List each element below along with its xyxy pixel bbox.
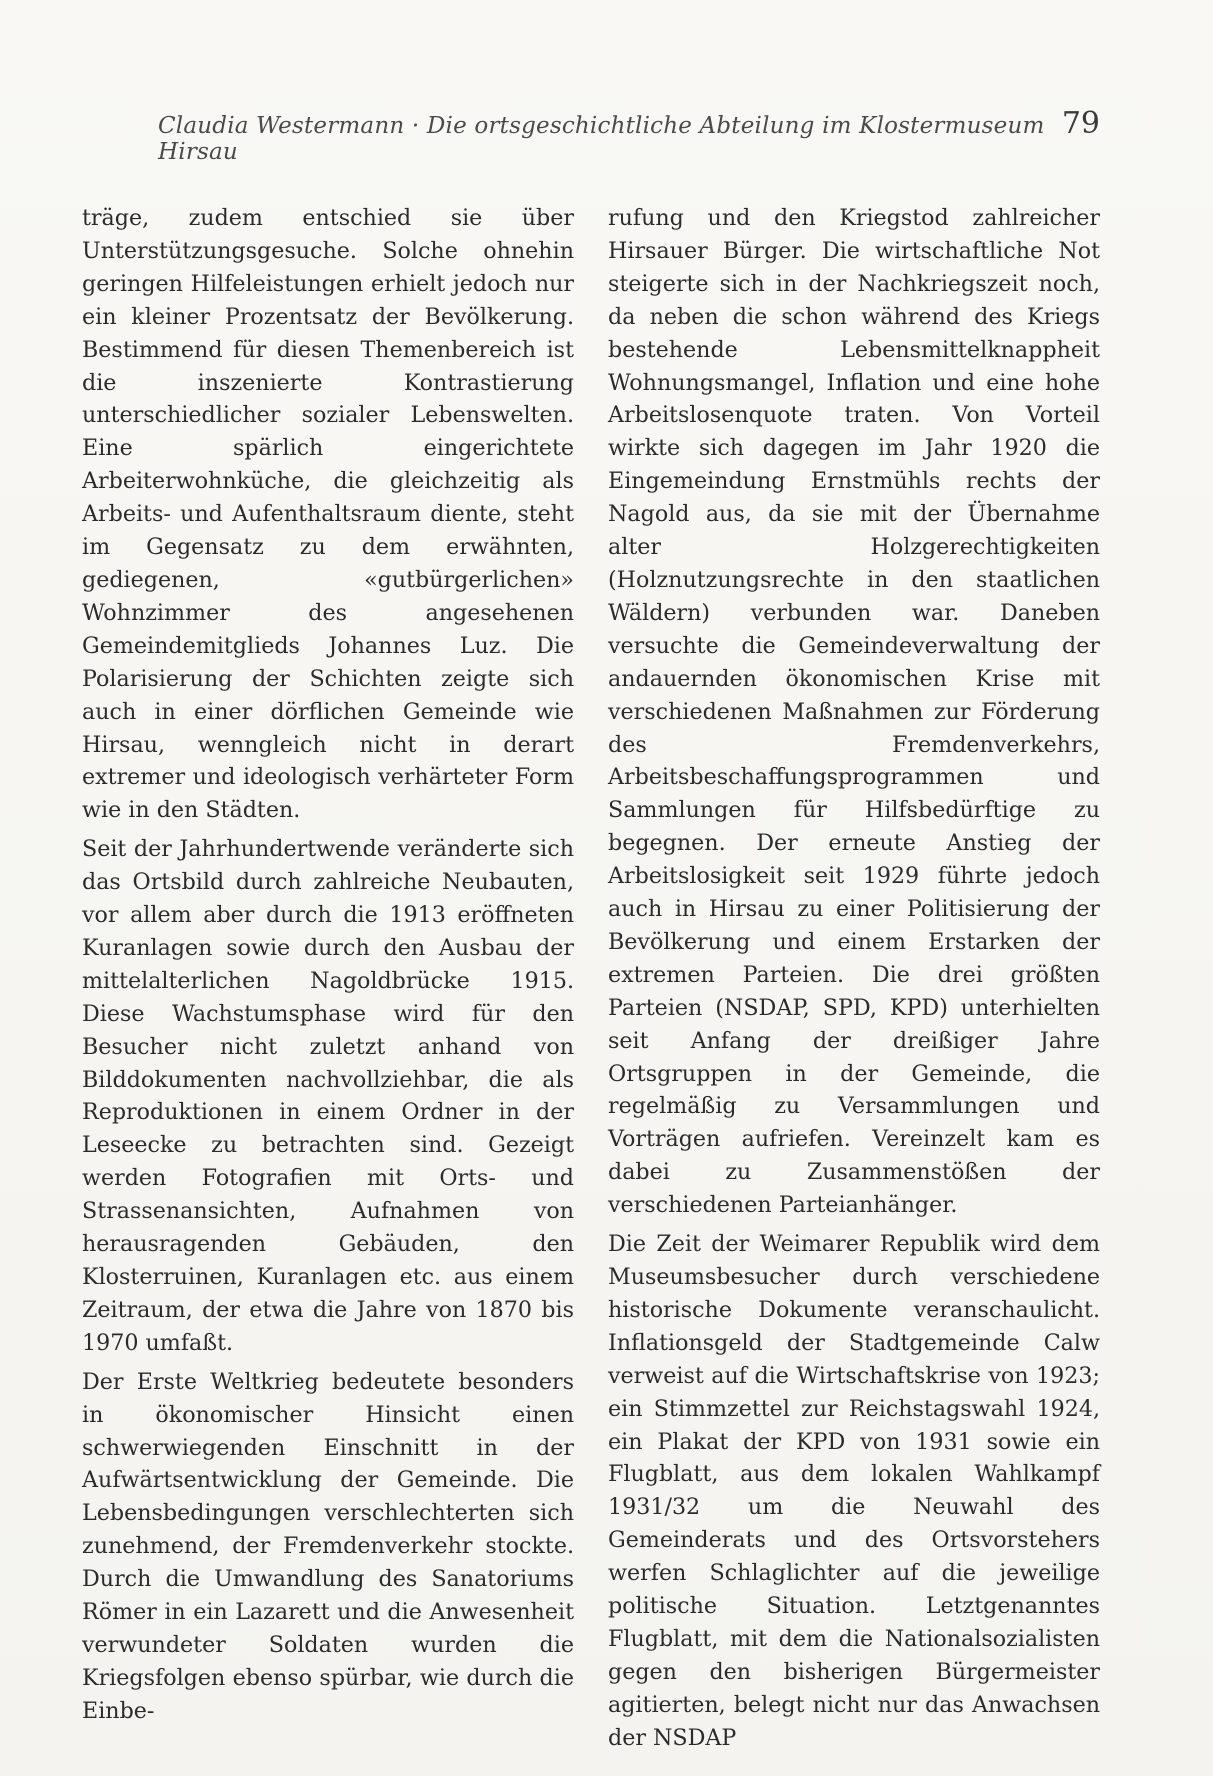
paragraph: rufung und den Kriegstod zahlreicher Hirsauer Bürger. Die wirtschaftliche Not steigerte sich in der Nachkriegszeit noch, da neben die schon während des Kriegs bestehende Lebensmittelknappheit Wohnungsmangel, Inflation und eine hohe Arbeitslosenquote traten. Von Vorteil wirkte sich dagegen im Jahr 1920 die Eingemeindung Ernstmühls rechts der Nagold aus, da sie mit der Übernahme alter Holzgerechtigkeiten (Holznutzungsrechte in den staatlichen Wäldern) verbunden war. Daneben versuchte die Gemeindeverwaltung der andauernden ökonomischen Krise mit verschiedenen Maßnahmen zur Förderung des Fremdenverkehrs, Arbeitsbeschaffungsprogrammen und Sammlungen für Hilfsbedürftige zu begegnen. Der erneute Anstieg der Arbeitslosigkeit seit 1929 führte jedoch auch in Hirsau zu einer Politisierung der Bevölkerung und einem Erstarken der extremen Parteien. Die drei größten Parteien (NSDAP, SPD, KPD) unterhielten seit Anfang der dreißiger Jahre Ortsgruppen in der Gemeinde, die regelmäßig zu Versammlungen und Vorträgen aufriefen. Vereinzelt kam es dabei zu Zusammenstößen der verschiedenen Parteianhänger.	[608, 205, 1100, 1219]
paragraph: Seit der Jahrhundertwende veränderte sich das Ortsbild durch zahlreiche Neubauten, vor allem aber durch die 1913 eröffneten Kuranlagen sowie durch den Ausbau der mittelalterlichen Nagoldbrücke 1915. Diese Wachstumsphase wird für den Besucher nicht zuletzt anhand von Bilddokumenten nachvollziehbar, die als Reproduktionen in einem Ordner in der Leseecke zu betrachten sind. Gezeigt werden Fotografien mit Orts- und Strassenansichten, Aufnahmen von herausragenden Gebäuden, den Klosterruinen, Kuranlagen etc. aus einem Zeitraum, der etwa die Jahre von 1870 bis 1970 umfaßt.	[82, 836, 574, 1356]
paragraph: Die Zeit der Weimarer Republik wird dem Museumsbesucher durch verschiedene historische Dokumente veranschaulicht. Inflationsgeld der Stadtgemeinde Calw verweist auf die Wirtschaftskrise von 1923; ein Stimmzettel zur Reichstagswahl 1924, ein Plakat der KPD von 1931 sowie ein Flugblatt, aus dem lokalen Wahlkampf 1931/32 um die Neuwahl des Gemeinderats und des Ortsvorstehers werfen Schlaglichter auf die jeweilige politische Situation. Letztgenanntes Flugblatt, mit dem die Nationalsozialisten gegen den bisherigen Bürgermeister agitierten, belegt nicht nur das Anwachsen der NSDAP	[608, 1231, 1100, 1751]
running-title: Claudia Westermann · Die ortsgeschichtliche Abteilung im Klostermuseum Hirsau	[158, 113, 1045, 165]
paragraph: träge, zudem entschied sie über Unterstützungsgesuche. Solche ohnehin geringen Hilfeleistungen erhielt jedoch nur ein kleiner Prozentsatz der Bevölkerung. Bestimmend für diesen Themenbereich ist die inszenierte Kontrastierung unterschiedlicher sozialer Lebenswelten. Eine spärlich eingerichtete Arbeiterwohnküche, die gleichzeitig als Arbeits- und Aufenthaltsraum diente, steht im Gegensatz zu dem erwähnten, gediegenen, «gutbürgerlichen» Wohnzimmer des angesehenen Gemeindemitglieds Johannes Luz. Die Polarisierung der Schichten zeigte sich auch in einer dörflichen Gemeinde wie Hirsau, wenngleich nicht in derart extremer und ideologisch verhärteter Form wie in den Städten.	[82, 205, 574, 824]
running-head	[158, 106, 1158, 165]
page-number: 79	[1061, 106, 1100, 141]
paragraph: Der Erste Weltkrieg bedeutete besonders in ökonomischer Hinsicht einen schwerwiegenden Einschnitt in der Aufwärtsentwicklung der Gemeinde. Die Lebensbedingungen verschlechterten sich zunehmend, der Fremdenverkehr stockte. Durch die Umwandlung des Sanatoriums Römer in ein Lazarett und die Anwesenheit verwundeter Soldaten wurden die Kriegsfolgen ebenso spürbar, wie durch die Einbe-	[82, 1368, 574, 1724]
left-column	[82, 202, 574, 1734]
right-column	[608, 202, 1100, 1761]
